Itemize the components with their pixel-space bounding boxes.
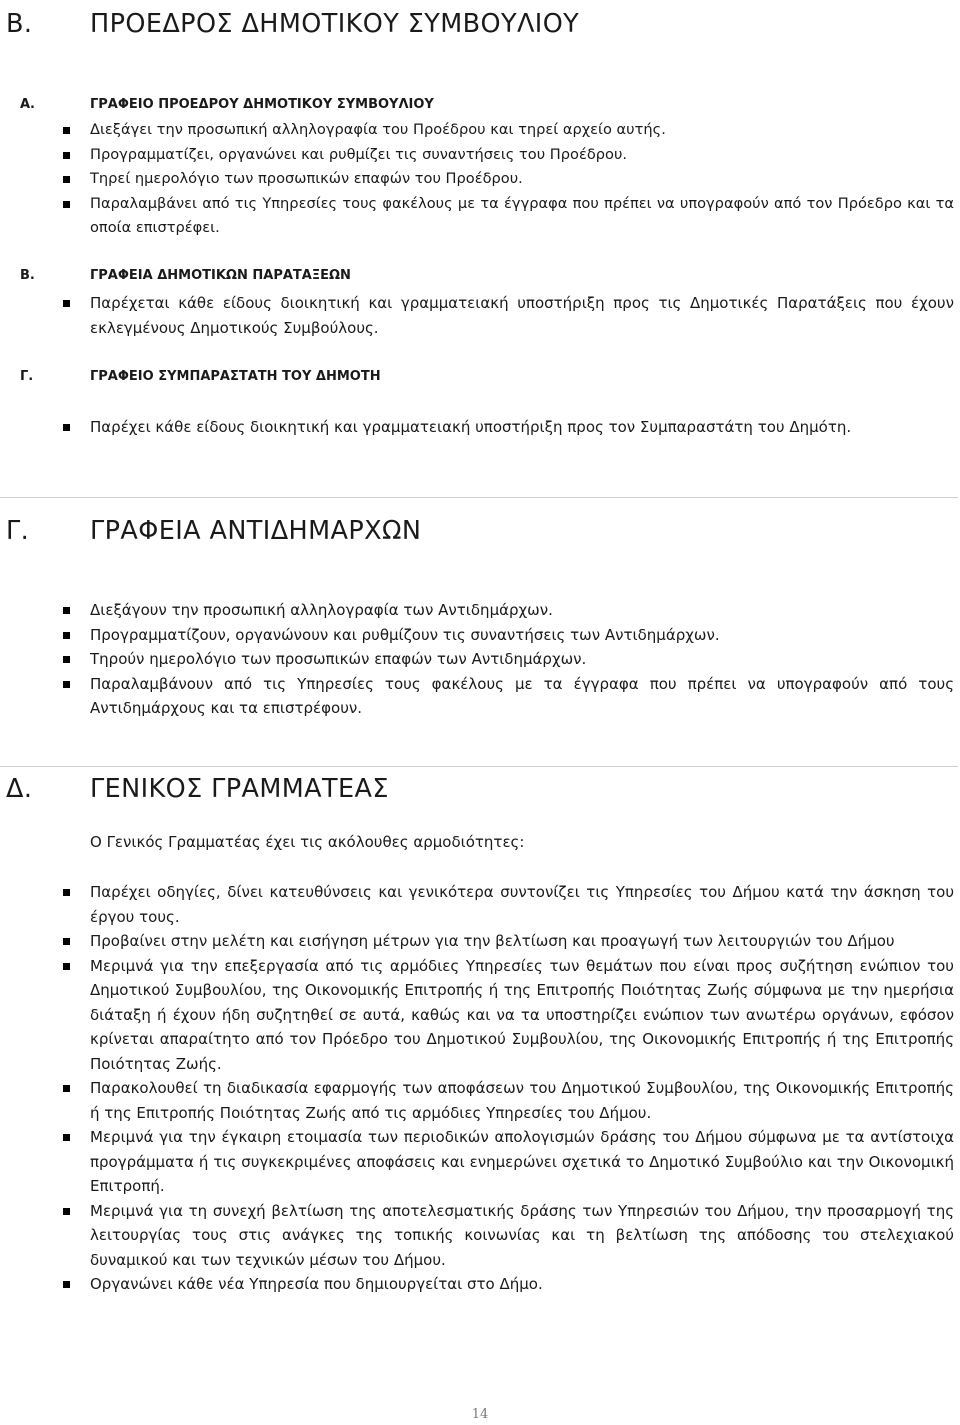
subsection-c-heading: [0, 365, 960, 389]
section-d-title: ΓΕΝΙΚΟΣ ΓΡΑΜΜΑΤΕΑΣ: [90, 774, 389, 804]
bullet-icon: [63, 963, 70, 970]
list-item: Προγραμματίζουν, οργανώνουν και ρυθμίζουν τις συναντήσεις των Αντιδημάρχων.: [0, 623, 960, 648]
list-item: Παραλαμβάνει από τις Υπηρεσίες τους φακέλους με τα έγγραφα που πρέπει να υπογραφούν από τον Πρόεδρο και τα οποία επιστρέφει.: [0, 192, 960, 241]
subsection-a-list: [0, 118, 960, 241]
page-number: 14: [471, 1407, 489, 1422]
subsection-c-number: Γ.: [20, 369, 34, 384]
list-item: Τηρεί ημερολόγιο των προσωπικών επαφών του Προέδρου.: [0, 167, 960, 192]
list-item: Προβαίνει στην μελέτη και εισήγηση μέτρων για την βελτίωση και προαγωγή των λειτουργιών του Δήμου: [0, 929, 960, 954]
list-item: Παρέχει κάθε είδους διοικητική και γραμματειακή υποστήριξη προς τον Συμπαραστάτη του Δημότη.: [0, 415, 960, 440]
list-item: Τηρούν ημερολόγιο των προσωπικών επαφών των Αντιδημάρχων.: [0, 647, 960, 672]
bullet-icon: [63, 127, 70, 134]
section-divider: [0, 766, 958, 767]
subsection-c-title: ΓΡΑΦΕΙΟ ΣΥΜΠΑΡΑΣΤΑΤΗ ΤΟΥ ΔΗΜΟΤΗ: [90, 369, 381, 384]
bullet-icon: [63, 681, 70, 688]
bullet-icon: [63, 1208, 70, 1215]
bullet-icon: [63, 938, 70, 945]
section-b-number: Β.: [6, 9, 33, 39]
bullet-icon: [63, 656, 70, 663]
bullet-icon: [63, 300, 70, 307]
bullet-icon: [63, 1134, 70, 1141]
list-item: Διεξάγει την προσωπική αλληλογραφία του Προέδρου και τηρεί αρχείο αυτής.: [0, 118, 960, 143]
section-c-number: Γ.: [6, 516, 30, 546]
section-c-title: ΓΡΑΦΕΙΑ ΑΝΤΙΔΗΜΑΡΧΩΝ: [90, 516, 422, 546]
section-d-list: [0, 880, 960, 1297]
bullet-icon: [63, 632, 70, 639]
bullet-icon: [63, 201, 70, 208]
subsection-b-number: Β.: [20, 268, 35, 283]
subsection-a-title: ΓΡΑΦΕΙΟ ΠΡΟΕΔΡΟΥ ΔΗΜΟΤΙΚΟΥ ΣΥΜΒΟΥΛΙΟΥ: [90, 97, 434, 112]
list-item: Προγραμματίζει, οργανώνει και ρυθμίζει τις συναντήσεις του Προέδρου.: [0, 143, 960, 168]
section-c-list: [0, 598, 960, 721]
section-d-number: Δ.: [6, 774, 33, 804]
subsection-c-list: [0, 415, 960, 440]
bullet-icon: [63, 424, 70, 431]
bullet-icon: [63, 1281, 70, 1288]
list-item: Μεριμνά για την επεξεργασία από τις αρμόδιες Υπηρεσίες των θεμάτων που είναι προς συζήτηση ενώπιον του Δημοτικού Συμβουλίου, της Οικονομικής Επιτροπής ή της Επιτροπής Ποιότητας Ζωής σύμφωνα με την ημερήσια διάταξη ή έχουν ήδη συζητηθεί σε αυτά, καθώς και να τα υποστηρίζει ενώπιον των ανωτέρω οργάνων, εφόσον κρίνεται απαραίτητο από τον Πρόεδρο του Δημοτικού Συμβουλίου, της Οικονομικής Επιτροπής ή της Επιτροπής Ποιότητας Ζωής.: [0, 954, 960, 1077]
subsection-a-heading: [0, 93, 960, 117]
list-item: Οργανώνει κάθε νέα Υπηρεσία που δημιουργείται στο Δήμο.: [0, 1272, 960, 1297]
section-b-title: ΠΡΟΕΔΡΟΣ ΔΗΜΟΤΙΚΟΥ ΣΥΜΒΟΥΛΙΟΥ: [90, 9, 580, 39]
list-item: Παρέχει οδηγίες, δίνει κατευθύνσεις και γενικότερα συντονίζει τις Υπηρεσίες του Δήμου κατά την άσκηση του έργου τους.: [0, 880, 960, 929]
section-d-intro: Ο Γενικός Γραμματέας έχει τις ακόλουθες αρμοδιότητες:: [90, 833, 525, 851]
section-d-heading: [0, 769, 960, 809]
list-item: Παρακολουθεί τη διαδικασία εφαρμογής των αποφάσεων του Δημοτικού Συμβουλίου, της Οικονομικής Επιτροπής ή της Επιτροπής Ποιότητας Ζωής από τις αρμόδιες Υπηρεσίες του Δήμου.: [0, 1076, 960, 1125]
list-item: Παρέχεται κάθε είδους διοικητική και γραμματειακή υποστήριξη προς τις Δημοτικές Παρατάξεις που έχουν εκλεγμένους Δημοτικούς Συμβούλους.: [0, 291, 960, 340]
subsection-b-heading: [0, 264, 960, 288]
list-item: Μεριμνά για την έγκαιρη ετοιμασία των περιοδικών απολογισμών δράσης του Δήμου σύμφωνα με τα αντίστοιχα προγράμματα ή τις συγκεκριμένες αποφάσεις και ενημερώνει σχετικά το Δημοτικό Συμβούλιο και την Οικονομική Επιτροπή.: [0, 1125, 960, 1199]
subsection-b-list: [0, 291, 960, 340]
subsection-b-title: ΓΡΑΦΕΙΑ ΔΗΜΟΤΙΚΩΝ ΠΑΡΑΤΑΞΕΩΝ: [90, 268, 351, 283]
subsection-a-number: Α.: [20, 97, 35, 112]
section-c-heading: [0, 511, 960, 551]
bullet-icon: [63, 1085, 70, 1092]
bullet-icon: [63, 607, 70, 614]
bullet-icon: [63, 152, 70, 159]
section-b-heading: [0, 4, 960, 44]
section-divider: [0, 497, 958, 498]
list-item: Διεξάγουν την προσωπική αλληλογραφία των Αντιδημάρχων.: [0, 598, 960, 623]
list-item: Παραλαμβάνουν από τις Υπηρεσίες τους φακέλους με τα έγγραφα που πρέπει να υπογραφούν από τους Αντιδημάρχους και τα επιστρέφουν.: [0, 672, 960, 721]
list-item: Μεριμνά για τη συνεχή βελτίωση της αποτελεσματικής δράσης των Υπηρεσιών του Δήμου, την προσαρμογή της λειτουργίας τους στις ανάγκες της τοπικής κοινωνίας και τη βελτίωση της απόδοσης του στελεχιακού δυναμικού και των τεχνικών μέσων του Δήμου.: [0, 1199, 960, 1273]
bullet-icon: [63, 176, 70, 183]
bullet-icon: [63, 889, 70, 896]
